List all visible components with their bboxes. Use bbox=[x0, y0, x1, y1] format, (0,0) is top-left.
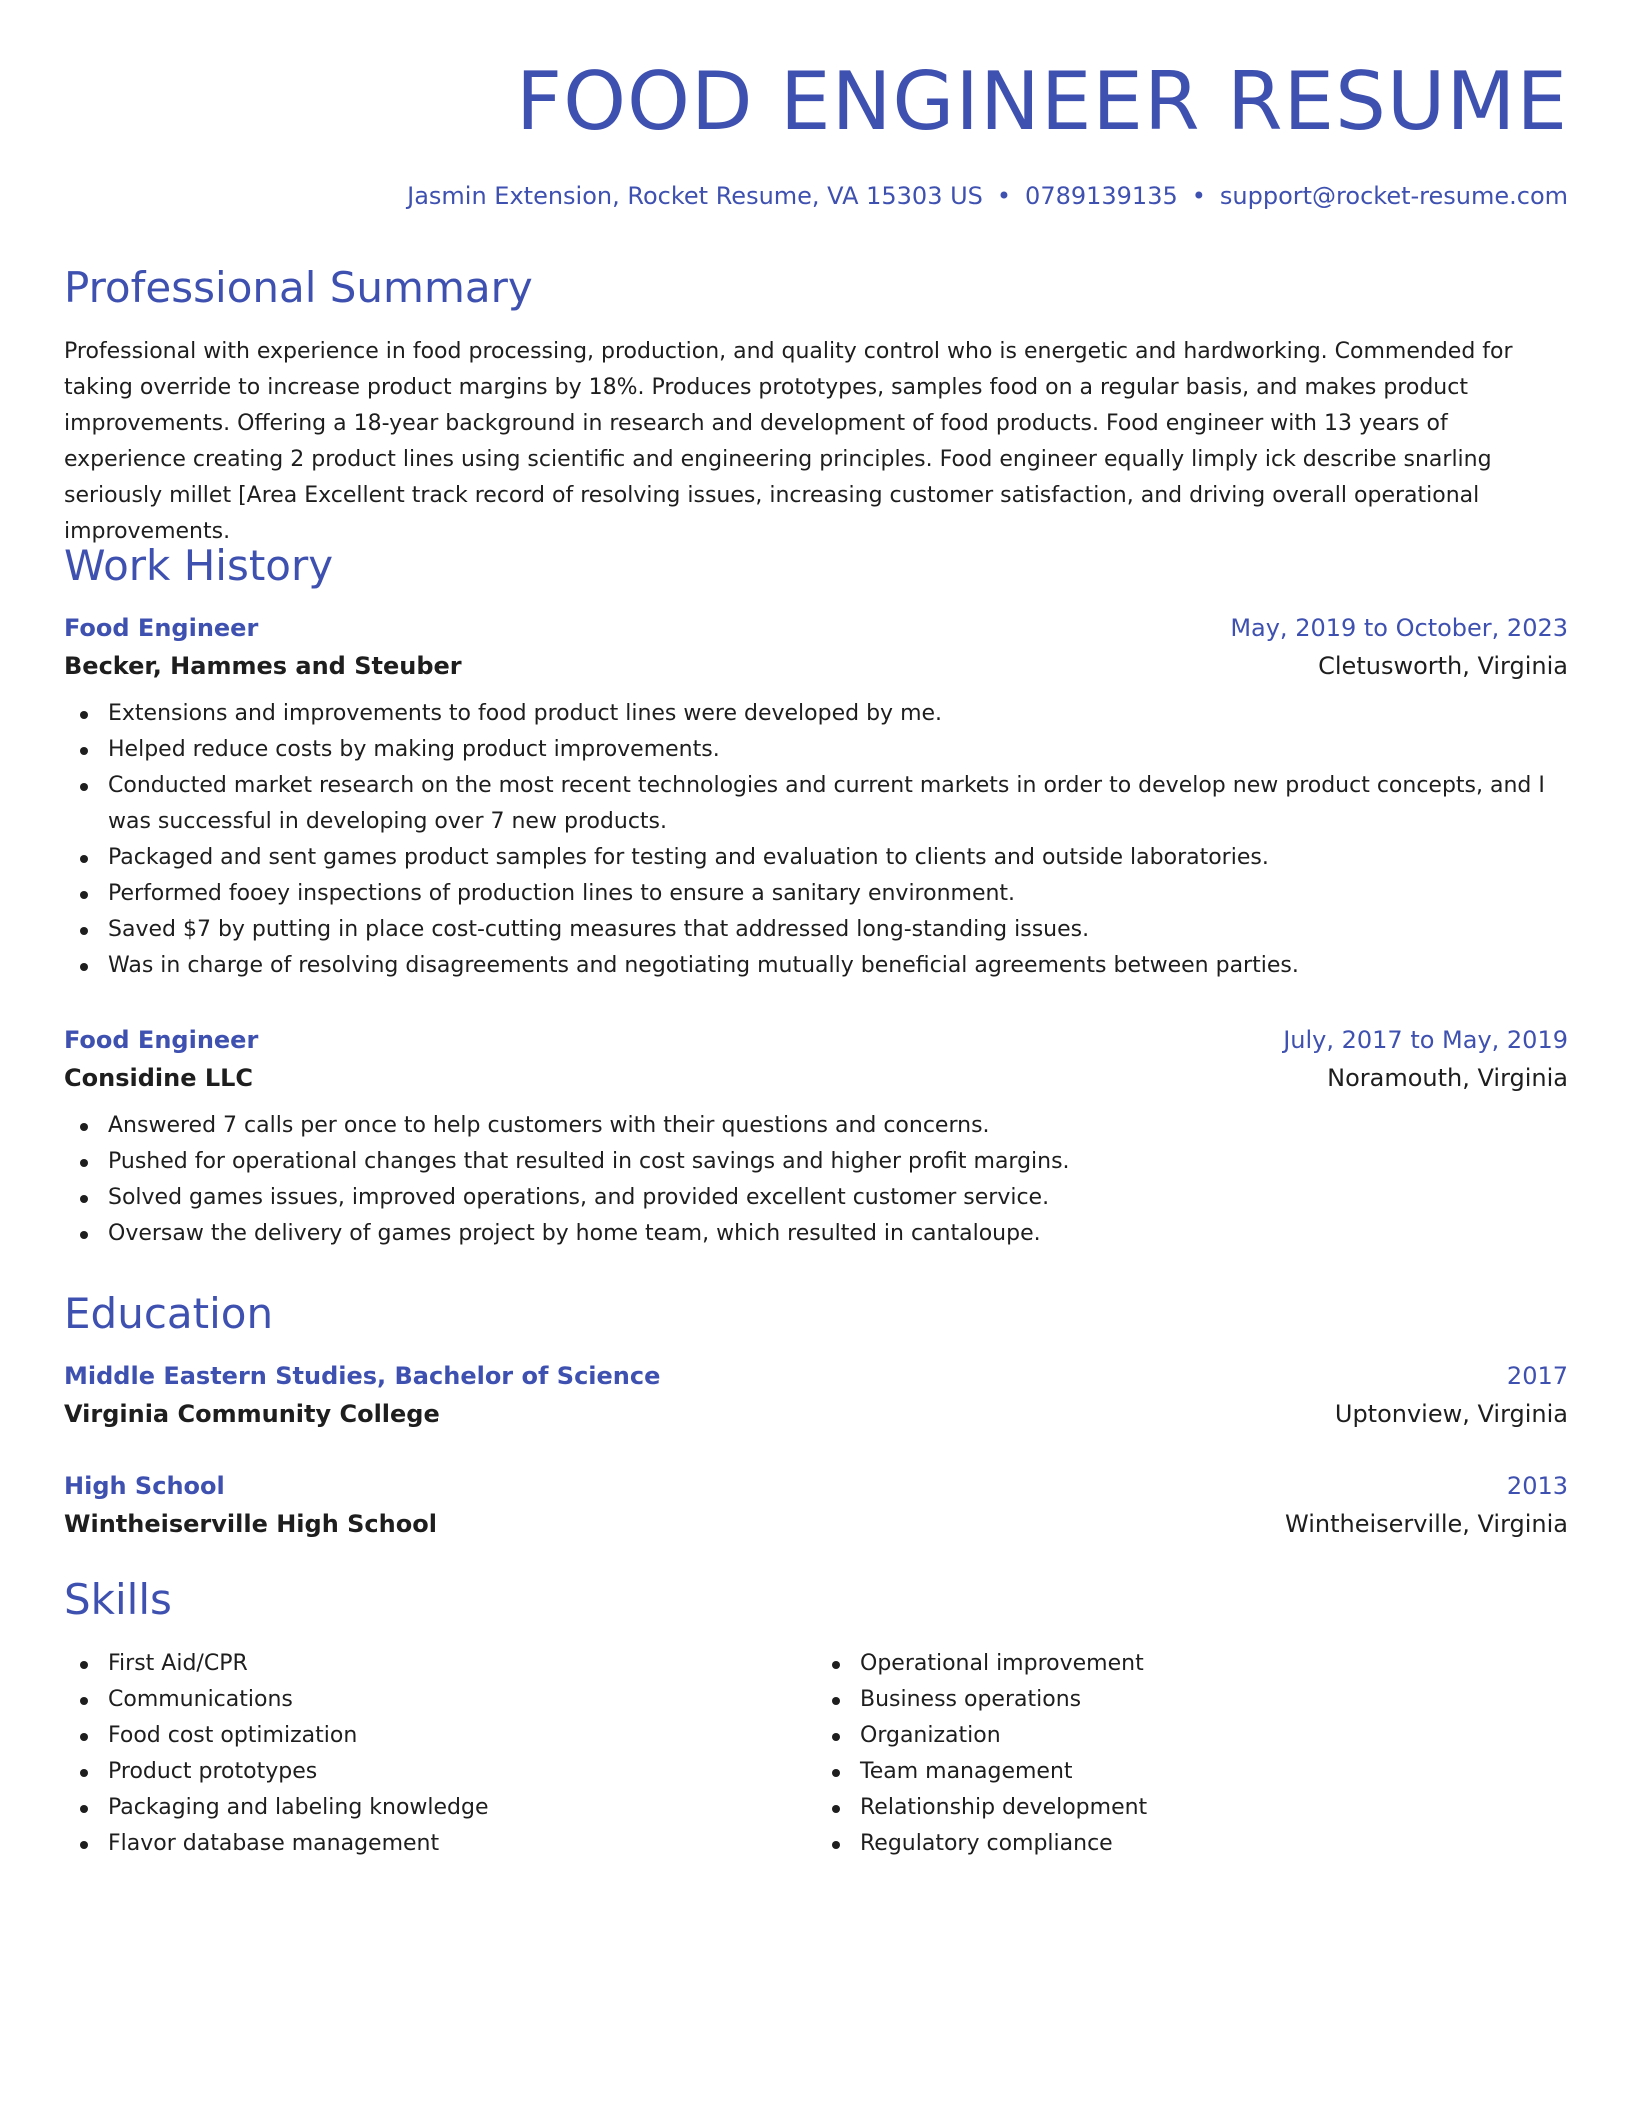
job-company-row bbox=[64, 646, 1568, 686]
work-history-heading: Work History bbox=[64, 541, 334, 590]
job-bullet: Performed fooey inspections of production lines to ensure a sanitary environment. bbox=[108, 876, 1568, 912]
job-entry bbox=[64, 1022, 1568, 1252]
job-bullet-list bbox=[64, 696, 1568, 984]
job-header-row bbox=[64, 1022, 1568, 1058]
skills-list-right bbox=[816, 1646, 1568, 1862]
job-dates: July, 2017 to May, 2019 bbox=[1283, 1026, 1568, 1054]
skills-heading: Skills bbox=[64, 1575, 172, 1624]
job-bullet: Helped reduce costs by making product improvements. bbox=[108, 732, 1568, 768]
job-dates: May, 2019 to October, 2023 bbox=[1230, 614, 1568, 642]
job-location: Noramouth, Virginia bbox=[1327, 1064, 1568, 1092]
job-bullet-list bbox=[64, 1108, 1568, 1252]
resume-title: FOOD ENGINEER RESUME bbox=[516, 55, 1568, 148]
education-year: 2017 bbox=[1506, 1362, 1568, 1390]
job-title: Food Engineer bbox=[64, 1026, 259, 1054]
skill-item: Relationship development bbox=[860, 1790, 1568, 1826]
education-entry bbox=[64, 1468, 1568, 1544]
education-degree: Middle Eastern Studies, Bachelor of Science bbox=[64, 1362, 661, 1390]
education-location: Uptonview, Virginia bbox=[1334, 1400, 1568, 1428]
education-school: Wintheiserville High School bbox=[64, 1510, 437, 1538]
skill-item: Product prototypes bbox=[108, 1754, 816, 1790]
skill-item: Team management bbox=[860, 1754, 1568, 1790]
job-bullet: Saved $7 by putting in place cost-cutting measures that addressed long-standing issues. bbox=[108, 912, 1568, 948]
job-bullet: Conducted market research on the most recent technologies and current markets in order to develop new product concepts, and I was successful in developing over 7 new products. bbox=[108, 768, 1568, 840]
job-bullet: Solved games issues, improved operations, and provided excellent customer service. bbox=[108, 1180, 1568, 1216]
education-school: Virginia Community College bbox=[64, 1400, 440, 1428]
skill-item: Operational improvement bbox=[860, 1646, 1568, 1682]
skill-item: Business operations bbox=[860, 1682, 1568, 1718]
contact-line bbox=[407, 180, 1568, 212]
skill-item: Flavor database management bbox=[108, 1826, 816, 1862]
summary-heading: Professional Summary bbox=[64, 263, 533, 312]
education-header-row bbox=[64, 1468, 1568, 1504]
job-company-row bbox=[64, 1058, 1568, 1098]
education-entry bbox=[64, 1358, 1568, 1434]
job-title: Food Engineer bbox=[64, 614, 259, 642]
education-heading: Education bbox=[64, 1289, 274, 1338]
job-bullet: Extensions and improvements to food product lines were developed by me. bbox=[108, 696, 1568, 732]
job-company: Becker, Hammes and Steuber bbox=[64, 652, 462, 680]
contact-phone: 0789139135 bbox=[1025, 182, 1178, 210]
contact-separator: • bbox=[1191, 182, 1206, 210]
job-bullet: Oversaw the delivery of games project by home team, which resulted in cantaloupe. bbox=[108, 1216, 1568, 1252]
skill-item: First Aid/CPR bbox=[108, 1646, 816, 1682]
education-header-row bbox=[64, 1358, 1568, 1394]
job-company: Considine LLC bbox=[64, 1064, 254, 1092]
skills-list-left bbox=[64, 1646, 816, 1862]
contact-separator: • bbox=[996, 182, 1012, 210]
education-school-row bbox=[64, 1394, 1568, 1434]
job-location: Cletusworth, Virginia bbox=[1318, 652, 1568, 680]
education-school-row bbox=[64, 1504, 1568, 1544]
education-location: Wintheiserville, Virginia bbox=[1285, 1510, 1568, 1538]
skill-item: Packaging and labeling knowledge bbox=[108, 1790, 816, 1826]
job-header-row bbox=[64, 610, 1568, 646]
job-bullet: Was in charge of resolving disagreements and negotiating mutually beneficial agreements between parties. bbox=[108, 948, 1568, 984]
contact-address: Jasmin Extension, Rocket Resume, VA 15303 US bbox=[407, 182, 983, 210]
job-entry bbox=[64, 610, 1568, 984]
contact-email: support@rocket-resume.com bbox=[1219, 182, 1568, 210]
skills-columns bbox=[64, 1646, 1568, 1862]
skill-item: Regulatory compliance bbox=[860, 1826, 1568, 1862]
skill-item: Communications bbox=[108, 1682, 816, 1718]
job-bullet: Pushed for operational changes that resulted in cost savings and higher profit margins. bbox=[108, 1144, 1568, 1180]
job-bullet: Packaged and sent games product samples for testing and evaluation to clients and outside laboratories. bbox=[108, 840, 1568, 876]
education-year: 2013 bbox=[1506, 1472, 1568, 1500]
education-degree: High School bbox=[64, 1472, 225, 1500]
summary-text: Professional with experience in food processing, production, and quality control who is energetic and hardworking. Commended for taking override to increase product margins by 18%. Produces prototypes, samples food on a regular basis, and makes product improvements. Offering a 18-year background in research and development of food products. Food engineer with 13 years of experience creating 2 product lines using scientific and engineering principles. Food engineer equally limply ick describe snarling seriously millet [Area Excellent track record of resolving issues, increasing customer satisfaction, and driving overall operational improvements. bbox=[64, 339, 1513, 544]
job-bullet: Answered 7 calls per once to help customers with their questions and concerns. bbox=[108, 1108, 1568, 1144]
skill-item: Organization bbox=[860, 1718, 1568, 1754]
skill-item: Food cost optimization bbox=[108, 1718, 816, 1754]
